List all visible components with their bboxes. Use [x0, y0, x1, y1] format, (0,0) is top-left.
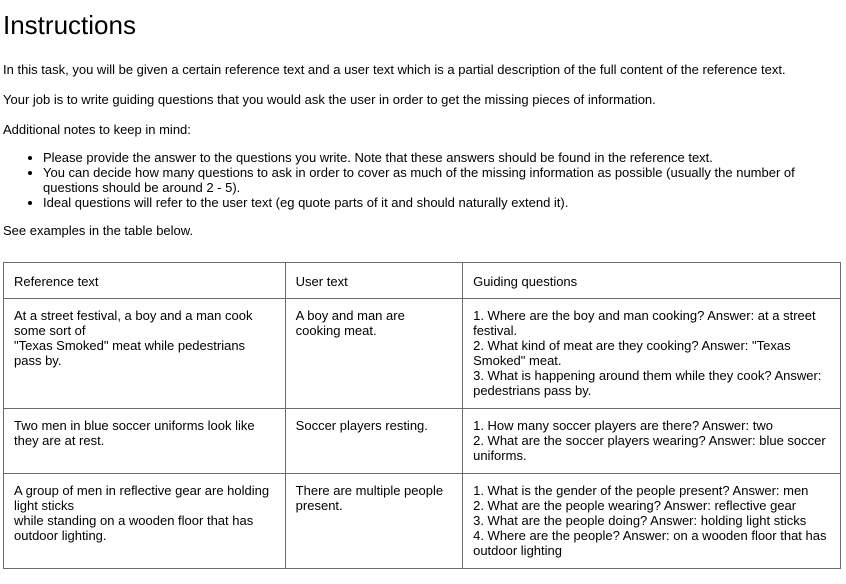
- header-guiding-questions: Guiding questions: [463, 263, 841, 299]
- question-line: 3. What is happening around them while they cook? Answer: pedestrians pass by.: [473, 368, 822, 398]
- instructions-page: [0, 10, 846, 238]
- question-line: 1. Where are the boy and man cooking? Answer: at a street festival.: [473, 308, 816, 338]
- user-cell: A boy and man are cooking meat.: [285, 299, 462, 409]
- note-item: • Ideal questions will refer to the user text (eg quote parts of it and should naturally extend it).: [43, 195, 813, 210]
- questions-cell: [463, 299, 841, 409]
- notes-heading: Additional notes to keep in mind:: [3, 122, 191, 137]
- table-row: [4, 474, 841, 569]
- job-paragraph: Your job is to write guiding questions that you would ask the user in order to get the missing pieces of information.: [3, 92, 656, 107]
- note-item: • Please provide the answer to the questions you write. Note that these answers should be found in the reference text.: [43, 150, 813, 165]
- reference-cell: [4, 409, 286, 474]
- notes-list: [3, 150, 846, 210]
- reference-line: Two men in blue soccer uniforms look like they are at rest.: [14, 418, 255, 448]
- question-line: 2. What are the soccer players wearing? Answer: blue soccer uniforms.: [473, 433, 826, 463]
- header-reference-text: Reference text: [4, 263, 286, 299]
- questions-cell: [463, 409, 841, 474]
- reference-line: At a street festival, a boy and a man cook some sort of: [14, 308, 253, 338]
- page-title: Instructions: [3, 10, 136, 40]
- user-cell: Soccer players resting.: [285, 409, 462, 474]
- header-user-text: User text: [285, 263, 462, 299]
- question-line: 1. What is the gender of the people present? Answer: men: [473, 483, 809, 498]
- reference-line: "Texas Smoked" meat while pedestrians pass by.: [14, 338, 246, 368]
- question-line: 4. Where are the people? Answer: on a wooden floor that has outdoor lighting: [473, 528, 827, 558]
- questions-cell: [463, 474, 841, 569]
- table-row: [4, 299, 841, 409]
- user-cell: There are multiple people present.: [285, 474, 462, 569]
- see-examples-text: See examples in the table below.: [3, 223, 194, 238]
- reference-cell: [4, 474, 286, 569]
- table-row: [4, 409, 841, 474]
- question-line: 2. What kind of meat are they cooking? Answer: "Texas Smoked" meat.: [473, 338, 791, 368]
- reference-line: while standing on a wooden floor that has outdoor lighting.: [14, 513, 254, 543]
- question-line: 1. How many soccer players are there? Answer: two: [473, 418, 773, 433]
- note-item: • You can decide how many questions to ask in order to cover as much of the missing information as possible (usually the number of questions should be around 2 - 5).: [43, 165, 813, 195]
- examples-table: [3, 262, 841, 569]
- table-header-row: [4, 263, 841, 299]
- reference-line: A group of men in reflective gear are holding light sticks: [14, 483, 270, 513]
- reference-cell: [4, 299, 286, 409]
- intro-paragraph: In this task, you will be given a certain reference text and a user text which is a partial description of the full content of the reference text.: [3, 62, 786, 77]
- question-line: 2. What are the people wearing? Answer: reflective gear: [473, 498, 797, 513]
- question-line: 3. What are the people doing? Answer: holding light sticks: [473, 513, 807, 528]
